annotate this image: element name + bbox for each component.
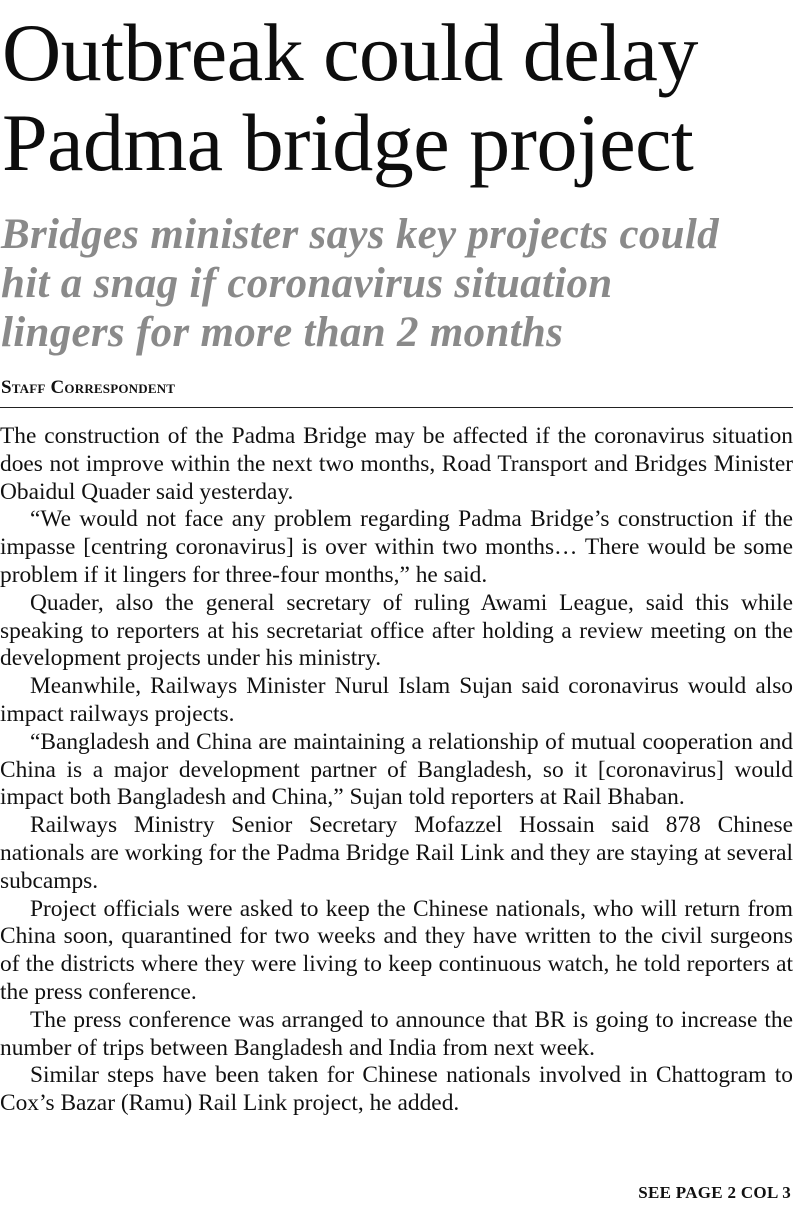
body-paragraph: “We would not face any problem regarding Padma Bridge’s construction if the impasse [centring coronavirus] is over within two months… There would be some problem if it lingers for three-four months,” he said. <box>0 506 793 588</box>
subheadline <box>1 210 793 357</box>
headline-line-2: Padma bridge project <box>2 97 694 188</box>
byline: Staff Correspondent <box>1 377 176 398</box>
continued-jump-line: SEE PAGE 2 COL 3 <box>638 1183 791 1202</box>
byline-divider <box>0 407 793 408</box>
headline <box>2 8 792 188</box>
body-paragraph: Quader, also the general secretary of ruling Awami League, said this while speaking to reporters at his secretariat office after holding a review meeting on the development projects under his ministry. <box>0 589 793 672</box>
subheadline-line-2: hit a snag if coronavirus situation <box>1 260 613 307</box>
subheadline-line-1: Bridges minister says key projects could <box>1 211 719 258</box>
body-paragraph: The press conference was arranged to announce that BR is going to increase the number of trips between Bangladesh and India from next week. <box>0 1006 793 1061</box>
body-paragraph: The construction of the Padma Bridge may be affected if the coronavirus situation does not improve within the next two months, Road Transport and Bridges Minister Obaidul Quader said yesterday. <box>0 423 793 505</box>
headline-line-1: Outbreak could delay <box>2 7 698 98</box>
body-paragraph: Meanwhile, Railways Minister Nurul Islam Sujan said coronavirus would also impact railways projects. <box>0 673 793 727</box>
body-paragraph: Similar steps have been taken for Chinese nationals involved in Chattogram to Cox’s Bazar (Ramu) Rail Link project, he added. <box>0 1062 793 1117</box>
body-paragraph: Railways Ministry Senior Secretary Mofazzel Hossain said 878 Chinese nationals are working for the Padma Bridge Rail Link and they are staying at several subcamps. <box>0 812 793 894</box>
body-paragraph: Project officials were asked to keep the Chinese nationals, who will return from China soon, quarantined for two weeks and they have written to the civil surgeons of the districts where they were living to keep continuous watch, he told reporters at the press conference. <box>0 895 793 1005</box>
subheadline-line-3: lingers for more than 2 months <box>1 309 564 356</box>
article-body <box>0 423 793 1118</box>
body-paragraph: “Bangladesh and China are maintaining a relationship of mutual cooperation and China is a major development partner of Bangladesh, so it [coronavirus] would impact both Bangladesh and China,” Sujan told reporters at Rail Bhaban. <box>0 728 793 811</box>
